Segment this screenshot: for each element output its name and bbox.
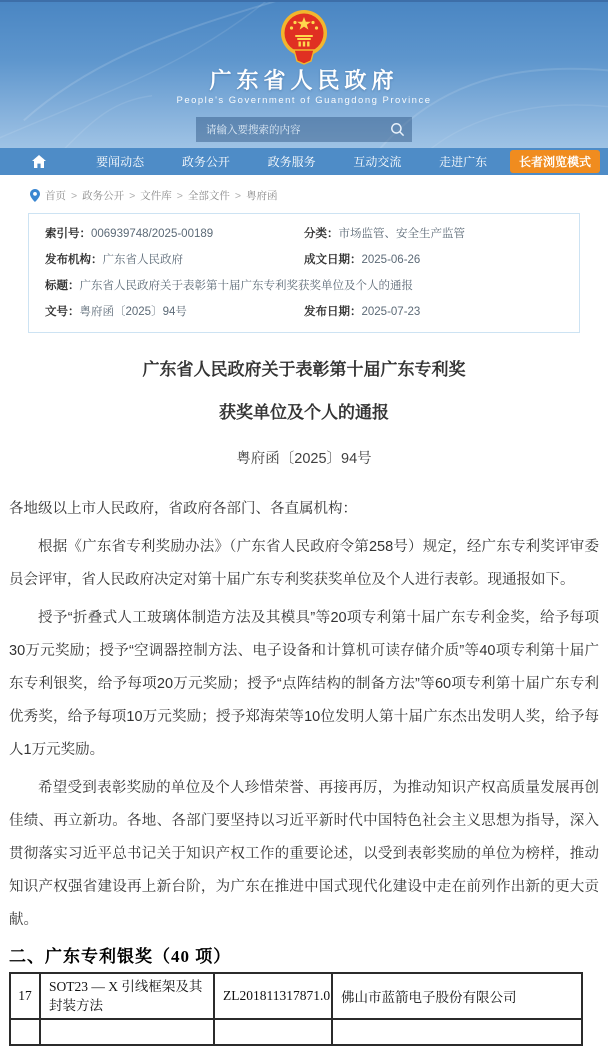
meta-category-value: 市场监管、安全生产监管 — [338, 228, 465, 240]
home-icon — [32, 155, 46, 168]
meta-written-date-value: 2025-06-26 — [361, 254, 421, 266]
nav-item-services[interactable]: 政务服务 — [267, 155, 316, 169]
meta-doc-no-label: 文号： — [45, 306, 80, 318]
breadcrumb-current[interactable]: 粤府函 — [246, 190, 278, 202]
document-number: 粤府函〔2025〕94号 — [236, 450, 372, 467]
site-header — [0, 0, 608, 148]
award-table — [9, 972, 583, 1046]
search-icon[interactable] — [390, 122, 405, 137]
award-patent-name: SOT23 — X 引线框架及其封装方法 — [40, 973, 214, 1019]
table-row — [10, 973, 582, 1019]
meta-title-value: 广东省人民政府关于表彰第十届广东专利奖获奖单位及个人的通报 — [79, 280, 413, 292]
section-heading-silver-award: 二、广东专利银奖（40 项） — [9, 946, 232, 966]
paragraph-awards: 授予“折叠式人工玻璃体制造方法及其模具”等20项专利第十届广东专利金奖，给予每项30万元奖励；授予“空调器控制方法、电子设备和计算机可读存储介质”等40项专利第十届广东专利银奖，给予每项20万元奖励；授予“点阵结构的制备方法”等60项专利第十届广东专利优秀奖，给予每项10万元奖励；授予郑海荣等10位发明人第十届广东杰出发明人奖，给予每人1万元奖励。 — [9, 609, 599, 758]
main-nav — [0, 148, 608, 175]
nav-item-interact[interactable]: 互动交流 — [353, 155, 402, 169]
location-pin-icon — [30, 189, 40, 202]
breadcrumb-all-files[interactable]: 全部文件 — [187, 190, 230, 202]
paragraph-salutation: 各地级以上市人民政府，省政府各部门、各直属机构： — [9, 500, 357, 517]
award-organization: 佛山市蓝箭电子股份有限公司 — [332, 973, 582, 1019]
breadcrumb-separator: > — [234, 189, 242, 202]
meta-agency-value: 广东省人民政府 — [102, 254, 183, 266]
meta-index-value: 006939748/2025-00189 — [91, 228, 214, 240]
paragraph-hope: 希望受到表彰奖励的单位及个人珍惜荣誉、再接再厉，为推动知识产权高质量发展再创佳绩、再立新功。各地、各部门要坚持以习近平新时代中国特色社会主义思想为指导，深入贯彻落实习近平总书记关于知识产权工作的重要论述，以受到表彰奖励的单位为榜样，推动知识产权强省建设再上新台阶，为广东在推进中国式现代化建设中走在前列作出新的更大贡献。 — [9, 779, 599, 928]
meta-category — [304, 227, 563, 242]
breadcrumb-library[interactable]: 文件库 — [140, 190, 172, 202]
meta-written-date — [304, 253, 563, 268]
site-subtitle: People's Government of Guangdong Province — [176, 95, 432, 106]
site-title: 广东省人民政府 — [209, 68, 399, 93]
meta-doc-no-value: 粤府函〔2025〕94号 — [79, 306, 187, 318]
document-meta-box — [28, 213, 580, 333]
meta-publish-date-value: 2025-07-23 — [361, 306, 421, 318]
meta-agency — [45, 253, 304, 268]
meta-category-label: 分类： — [304, 228, 339, 240]
breadcrumb-disclosure[interactable]: 政务公开 — [82, 190, 125, 202]
meta-written-date-label: 成文日期： — [304, 254, 362, 266]
meta-title-label: 标题： — [45, 280, 80, 292]
search-box — [196, 117, 412, 142]
meta-publish-date-label: 发布日期： — [304, 306, 362, 318]
nav-item-about[interactable]: 走进广东 — [439, 155, 488, 169]
meta-doc-no — [45, 305, 304, 320]
breadcrumb-separator: > — [129, 189, 136, 202]
meta-index-label: 索引号： — [45, 228, 91, 240]
breadcrumb — [30, 188, 608, 203]
elder-mode-button[interactable]: 长者浏览模式 — [510, 150, 600, 173]
award-row-number: 17 — [10, 973, 40, 1019]
breadcrumb-separator: > — [176, 189, 183, 202]
nav-item-disclosure[interactable]: 政务公开 — [181, 155, 230, 169]
breadcrumb-home[interactable]: 首页 — [45, 190, 66, 202]
breadcrumb-separator: > — [71, 189, 78, 202]
search-input[interactable] — [196, 117, 412, 142]
meta-agency-label: 发布机构： — [45, 254, 103, 266]
meta-publish-date — [304, 305, 563, 320]
document-body — [9, 493, 599, 937]
table-row-partial — [10, 1019, 582, 1045]
nav-item-news[interactable]: 要闻动态 — [96, 155, 145, 169]
meta-title — [45, 279, 563, 294]
national-emblem — [275, 9, 333, 65]
document-title-line2: 获奖单位及个人的通报 — [219, 403, 389, 423]
award-patent-number: ZL201811317871.0 — [214, 973, 332, 1019]
nav-home[interactable] — [0, 155, 77, 168]
meta-index-no — [45, 227, 304, 242]
paragraph-basis: 根据《广东省专利奖励办法》（广东省人民政府令第258号）规定，经广东专利奖评审委员会评审，省人民政府决定对第十届广东专利奖获奖单位及个人进行表彰。现通报如下。 — [9, 538, 599, 588]
document-title-line1: 广东省人民政府关于表彰第十届广东专利奖 — [142, 360, 466, 379]
